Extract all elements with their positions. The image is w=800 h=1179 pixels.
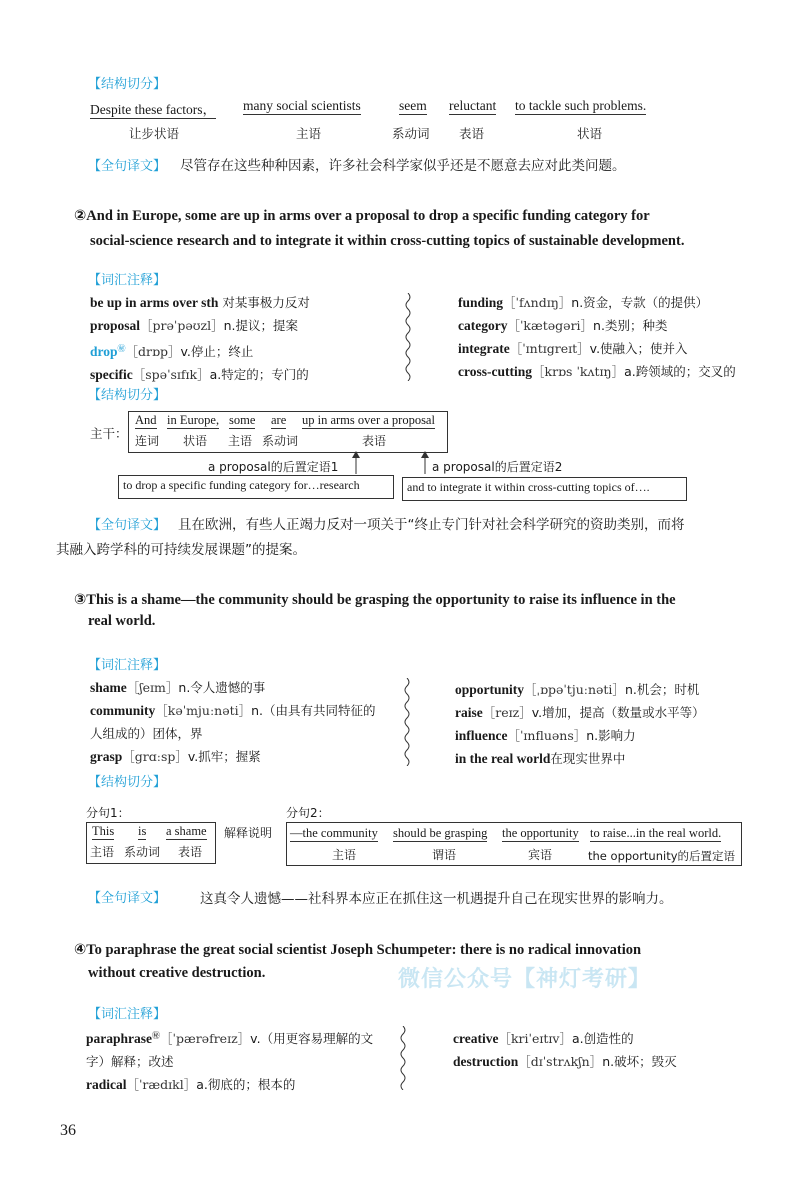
vocab-item: creative［kriˈeɪtɪv］a.创造性的	[453, 1031, 634, 1046]
clause1-role-2: 系动词	[124, 845, 161, 859]
p1-role-4: 表语	[459, 126, 485, 141]
vocab-item: funding［ˈfʌndɪŋ］n.资金，专款（的提供）	[458, 295, 709, 310]
p4-sentence-line2: without creative destruction.	[88, 965, 266, 981]
p2-translation-line1: 且在欧洲，有些人正竭力反对一项关于“终止专门针对社会科学研究的资助类别，而将	[178, 517, 685, 533]
clause2-seg-1: —the community	[290, 826, 378, 840]
p1-seg-3: seem	[399, 98, 427, 113]
vocab-item: raise［reɪz］v.增加，提高（数量或水平等）	[455, 705, 705, 720]
vocab-item: paraphrase㊙［ˈpærəfreɪz］v.（用更容易理解的文	[86, 1031, 374, 1047]
clause2-role-4: the opportunity的后置定语	[588, 849, 736, 863]
vocab-item: cross-cutting［krɒs ˈkʌtɪŋ］a.跨领域的；交叉的	[458, 364, 736, 379]
p1-role-2: 主语	[296, 126, 322, 141]
p3-translation: 这真令人遗憾——社科界本应正在抓住这一机遇提升自己在现实世界的影响力。	[200, 891, 673, 907]
main-role-1: 连词	[135, 434, 160, 448]
vocab-item: influence［ˈɪnfluəns］n.影响力	[455, 728, 636, 743]
p3-sentence-line2: real world.	[88, 613, 156, 629]
arrows-part2	[0, 0, 800, 520]
structure-label-1: 【结构切分】	[88, 77, 167, 92]
p3-vocab-left	[90, 676, 376, 768]
clause2-role-3: 宾语	[528, 848, 553, 862]
main-role-5: 表语	[362, 434, 387, 448]
post1-text: to drop a specific funding category for…research	[123, 478, 360, 492]
clause1-label: 分句1：	[86, 806, 130, 820]
p4-vocab-right	[453, 1027, 677, 1073]
vocab-item: be up in arms over sth 对某事极力反对	[90, 295, 310, 310]
post2-text: and to integrate it within cross-cutting topics of….	[407, 480, 650, 494]
clause2-seg-2: should be grasping	[393, 826, 488, 840]
vocab-label-4: 【词汇注释】	[88, 1007, 167, 1022]
main-role-2: 状语	[183, 434, 208, 448]
vocab-item: specific［spəˈsɪfɪk］a.特定的；专门的	[90, 367, 309, 383]
p1-role-1: 让步状语	[129, 126, 180, 141]
main-role-4: 系动词	[262, 434, 299, 448]
vocab-label-2: 【词汇注释】	[88, 273, 167, 288]
vocab-item: in the real world在现实世界中	[455, 751, 626, 766]
p4-sentence-line1: ④To paraphrase the great social scientist Joseph Schumpeter: there is no radical innovation	[74, 942, 642, 958]
p4-vocab-left	[86, 1024, 373, 1096]
vocab-item: drop㊙［drɒp］v.停止；终止	[90, 344, 254, 360]
clause1-seg-3: a shame	[166, 824, 207, 838]
main-seg-2: in Europe,	[167, 413, 220, 427]
vocab-item: shame［ʃeɪm］n.令人遗憾的事	[90, 680, 266, 695]
p1-seg-5: to tackle such problems.	[515, 98, 647, 113]
vocab-item: opportunity［ˌɒpəˈtjuːnəti］n.机会；时机	[455, 682, 700, 697]
page-number: 36	[60, 1122, 76, 1139]
p3-vocab-right	[455, 678, 705, 770]
clause1-seg-2: is	[138, 824, 147, 838]
structure-label-3: 【结构切分】	[88, 775, 167, 790]
explain-label: 解释说明	[224, 826, 273, 840]
clause2-seg-3: the opportunity	[502, 826, 579, 840]
p1-seg-4: reluctant	[449, 98, 497, 113]
vocab-item: integrate［ˈɪntɪgreɪt］v.使融入；使并入	[458, 341, 688, 356]
watermark: 微信公众号【神灯考研】	[398, 967, 652, 992]
vocab-item: radical［ˈrædɪkl］a.彻底的；根本的	[86, 1077, 296, 1093]
main-seg-5: up in arms over a proposal	[302, 413, 435, 427]
vocab-item: 字）解释；改述	[86, 1054, 174, 1070]
p3-sentence-line1: ③This is a shame—the community should be grasping the opportunity to raise its influence in the	[74, 592, 676, 608]
p2-translation-line2: 其融入跨学科的可持续发展课题”的提案。	[56, 542, 306, 558]
clause2-role-2: 谓语	[432, 848, 457, 862]
p1-role-3: 系动词	[392, 126, 430, 141]
vocab-item: proposal［prəˈpəʊzl］n.提议；提案	[90, 318, 298, 333]
translation-label-1: 【全句译文】	[88, 159, 167, 174]
p2-sentence-line1: ②And in Europe, some are up in arms over a proposal to drop a specific funding category for	[74, 208, 650, 224]
post2-label: a proposal的后置定语2	[432, 460, 563, 474]
main-seg-3: some	[229, 413, 256, 427]
p1-seg-1: Despite these factors，	[90, 98, 216, 119]
vocab-item: destruction［dɪˈstrʌkʃn］n.破坏；毁灭	[453, 1054, 677, 1069]
clause1-seg-1: This	[92, 824, 115, 838]
star-icon: ㊙	[117, 344, 126, 353]
p1-role-5: 状语	[577, 126, 603, 141]
translation-label-3: 【全句译文】	[88, 891, 167, 906]
vocab-label-3: 【词汇注释】	[88, 658, 167, 673]
clause2-seg-4: to raise...in the real world.	[590, 826, 722, 840]
post1-label: a proposal的后置定语1	[208, 460, 339, 474]
p1-seg-2: many social scientists	[243, 98, 361, 113]
p2-sentence-line2: social-science research and to integrate it within cross-cutting topics of sustainable development.	[90, 233, 685, 249]
clause2-label: 分句2：	[286, 806, 330, 820]
squiggle-divider	[402, 678, 412, 766]
clause1-role-3: 表语	[178, 845, 203, 859]
clause1-role-1: 主语	[90, 845, 115, 859]
main-seg-1: And	[135, 413, 157, 427]
main-seg-4: are	[271, 413, 287, 427]
main-role-3: 主语	[228, 434, 253, 448]
main-label: 主干：	[90, 426, 128, 441]
vocab-item: grasp［grɑːsp］v.抓牢；握紧	[90, 749, 261, 764]
vocab-item: 人组成的）团体，界	[90, 726, 203, 741]
squiggle-divider	[398, 1026, 408, 1090]
p1-translation: 尽管存在这些种种因素，许多社会科学家似乎还是不愿意去应对此类问题。	[180, 158, 626, 174]
structure-label-2: 【结构切分】	[88, 388, 167, 403]
vocab-item: category［ˈkætəgəri］n.类别；种类	[458, 318, 668, 333]
translation-label-2: 【全句译文】	[88, 518, 167, 533]
vocab-item: community［kəˈmjuːnəti］n.（由具有共同特征的	[90, 703, 376, 718]
p3-number: ③	[74, 592, 87, 608]
p4-number: ④	[74, 942, 87, 958]
p2-number: ②	[74, 208, 87, 224]
star-icon: ㊙	[152, 1031, 161, 1040]
clause2-role-1: 主语	[332, 848, 357, 862]
